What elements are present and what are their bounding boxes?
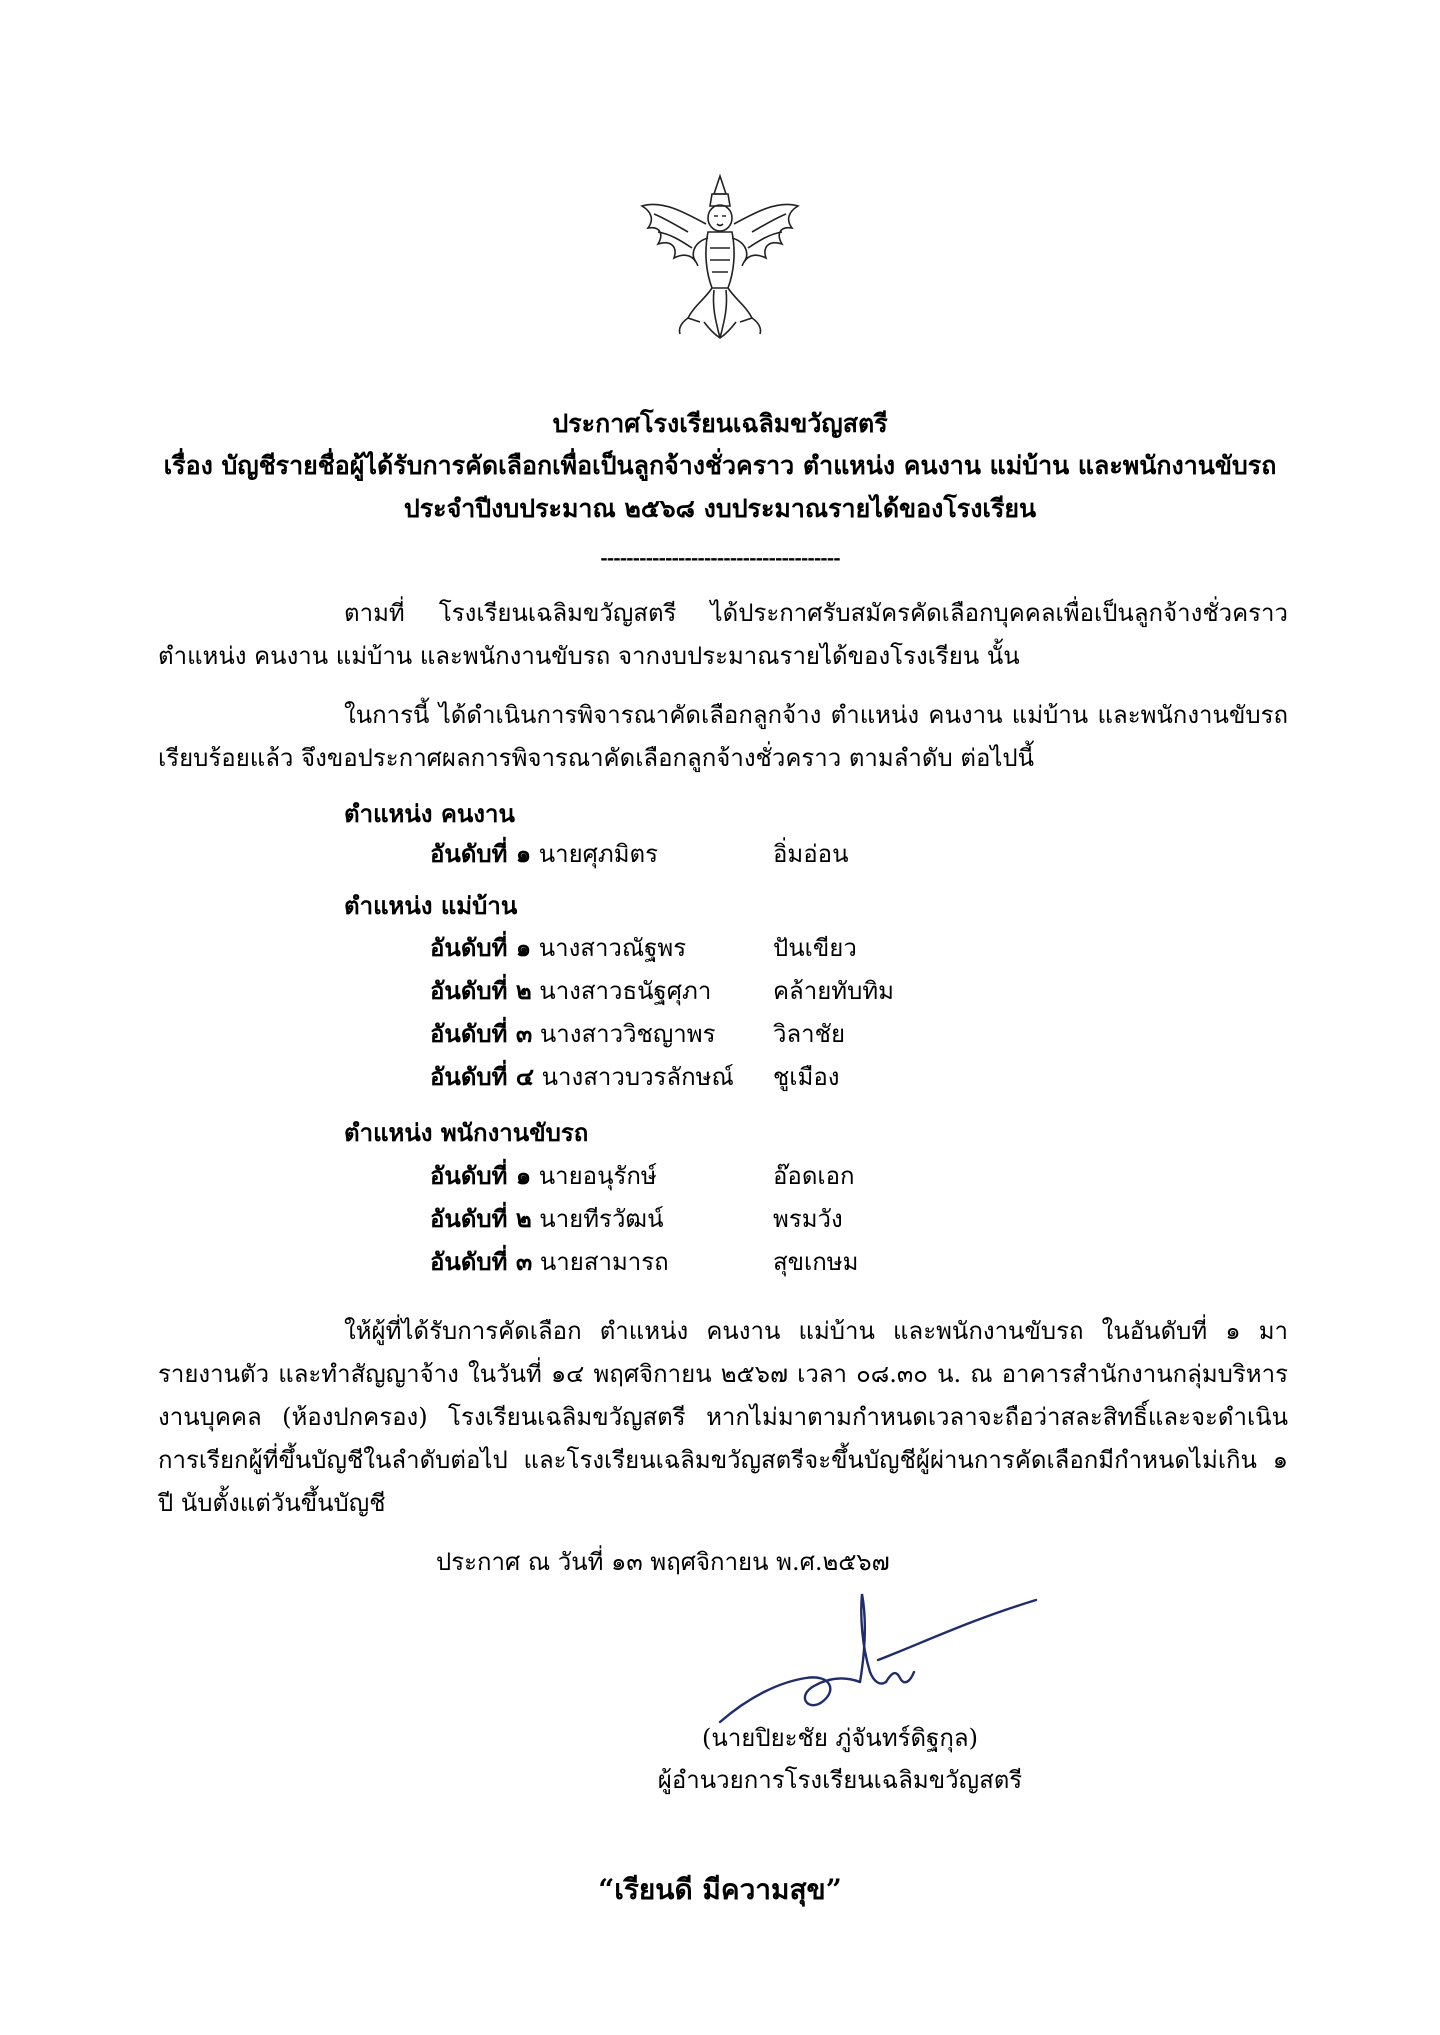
document-subject: เรื่อง บัญชีรายชื่อผู้ได้รับการคัดเลือกเพื่อเป็นลูกจ้างชั่วคราว ตำแหน่ง คนงาน แม่บ้าน และพนักงานขับรถ	[163, 451, 1277, 480]
signer-title: ผู้อำนวยการโรงเรียนเฉลิมขวัญสตรี	[657, 1766, 1023, 1794]
paragraph-process: ในการนี้ ได้ดำเนินการพิจารณาคัดเลือกลูกจ้าง ตำแหน่ง คนงาน แม่บ้าน และพนักงานขับรถ เรียบร้อยแล้ว จึงขอประกาศผลการพิจารณาคัดเลือกลูกจ้างชั่วคราว ตามลำดับ ต่อไปนี้	[158, 701, 1288, 772]
rank-surname: คล้ายทับทิม	[773, 977, 894, 1005]
rank-row: อันดับที่ ๑ นางสาวณัฐพร	[430, 933, 687, 962]
paragraph-intro: ตามที่ โรงเรียนเฉลิมขวัญสตรี ได้ประกาศรับสมัครคัดเลือกบุคคลเพื่อเป็นลูกจ้างชั่วคราว ตำแหน่ง คนงาน แม่บ้าน และพนักงานขับรถ จากงบประมาณรายได้ของโรงเรียน นั้น	[158, 599, 1288, 670]
rank-row: อันดับที่ ๓ นายสามารถ	[430, 1247, 669, 1276]
rank-surname: ปันเขียว	[773, 934, 857, 962]
position-title-worker: ตำแหน่ง คนงาน	[344, 799, 515, 828]
paragraph-instructions: ให้ผู้ที่ได้รับการคัดเลือก ตำแหน่ง คนงาน แม่บ้าน และพนักงานขับรถ ในอันดับที่ ๑ มารายงานตัว และทำสัญญาจ้าง ในวันที่ ๑๔ พฤศจิกายน ๒๕๖๗ เวลา ๐๘.๓๐ น. ณ อาคารสำนักงานกลุ่มบริหารงานบุคคล (ห้องปกครอง) โรงเรียนเฉลิมขวัญสตรี หากไม่มาตามกำหนดเวลาจะถือว่าสละสิทธิ์และจะดำเนินการเรียกผู้ที่ขึ้นบัญชีในลำดับต่อไป และโรงเรียนเฉลิมขวัญสตรีจะขึ้นบัญชีผู้ผ่านการคัดเลือกมีกำหนดไม่เกิน ๑ ปี นับตั้งแต่วันขึ้นบัญชี	[158, 1317, 1288, 1517]
rank-row: อันดับที่ ๒ นายทีรวัฒน์	[430, 1204, 664, 1233]
title-divider: -------------------------------------	[600, 548, 840, 569]
rank-row: อันดับที่ ๒ นางสาวธนัฐศุภา	[430, 976, 712, 1005]
position-title-housekeeper: ตำแหน่ง แม่บ้าน	[344, 891, 518, 920]
rank-surname: วิลาชัย	[773, 1020, 846, 1048]
school-motto: “เรียนดี มีความสุข”	[598, 1873, 842, 1906]
rank-surname: ชูเมือง	[773, 1063, 840, 1091]
rank-surname: พรมวัง	[773, 1205, 843, 1233]
handwritten-signature-icon	[710, 1586, 1040, 1726]
rank-surname: อ๊อดเอก	[773, 1162, 855, 1190]
rank-row: อันดับที่ ๑ นายศุภมิตร	[430, 839, 658, 868]
rank-surname: อิ่มอ่อน	[773, 840, 849, 868]
document-title: ประกาศโรงเรียนเฉลิมขวัญสตรี	[552, 409, 888, 438]
rank-surname: สุขเกษม	[773, 1248, 859, 1276]
garuda-emblem-icon	[634, 172, 806, 342]
announce-date: ประกาศ ณ วันที่ ๑๓ พฤศจิกายน พ.ศ.๒๕๖๗	[436, 1548, 890, 1576]
position-title-driver: ตำแหน่ง พนักงานขับรถ	[344, 1118, 589, 1147]
rank-row: อันดับที่ ๔ นางสาวบวรลักษณ์	[430, 1062, 734, 1091]
rank-row: อันดับที่ ๑ นายอนุรักษ์	[430, 1161, 657, 1190]
rank-row: อันดับที่ ๓ นางสาววิชญาพร	[430, 1019, 716, 1048]
fiscal-year-line: ประจำปีงบประมาณ ๒๕๖๘ งบประมาณรายได้ของโรงเรียน	[403, 494, 1037, 523]
signer-name: (นายปิยะชัย ภู่จันทร์ดิฐกุล)	[702, 1724, 978, 1752]
